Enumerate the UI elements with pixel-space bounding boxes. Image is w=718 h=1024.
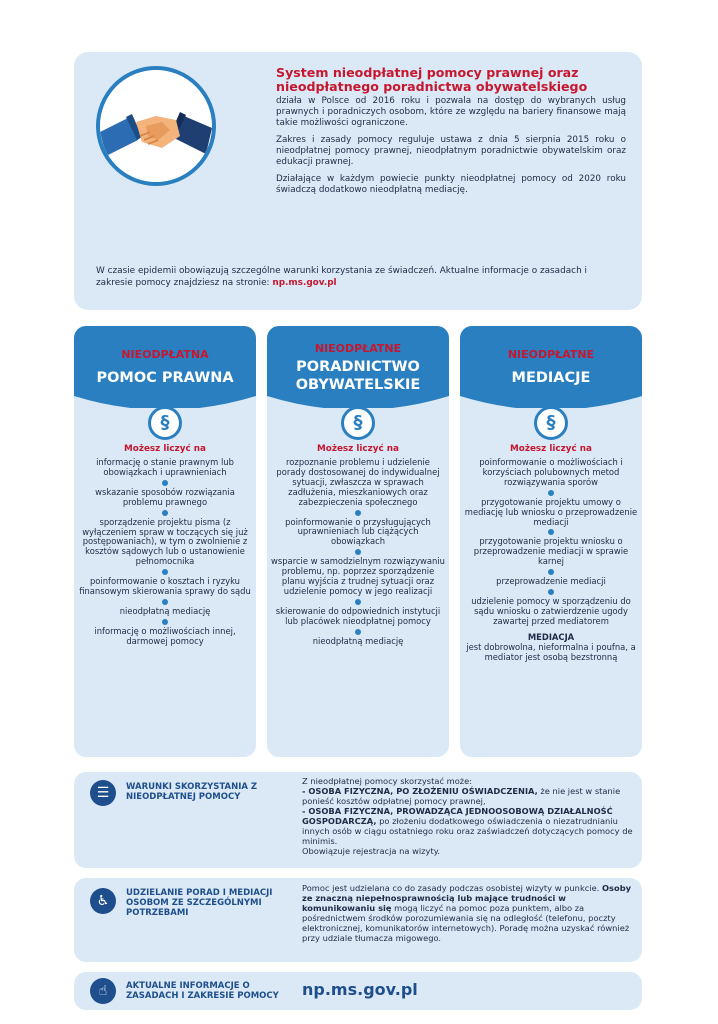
column-mediation: [460, 326, 642, 757]
column-small-title: NIEODPŁATNE: [314, 342, 402, 355]
intro-title: System nieodpłatnej pomocy prawnej oraz: [276, 65, 579, 80]
bullet-icon: [162, 599, 168, 605]
conditions-label: WARUNKI SKORZYSTANIA Z NIEODPŁATNEJ POMOCY: [126, 782, 258, 802]
list-item: informację o stanie prawnym lub obowiązkach i uprawnieniach: [96, 457, 234, 477]
intro-paragraph-1: działa w Polsce od 2016 roku i pozwala na dostęp do wybranych usług prawnych i poradniczych osobom, które ze względu na bariery finansowe mają takie możliwości ograniczone.: [276, 96, 626, 128]
list-item: poinformowanie o kosztach i ryzyku finansowym skierowania sprawy do sądu: [79, 576, 251, 597]
conditions-panel: [74, 772, 642, 868]
list-item: rozpoznanie problemu i udzielenie porady dostosowanej do indywidualnej sytuacji, zwłaszcza w sprawach zadłużenia, mieszkaniowych oraz zabezpieczenia społecznego: [276, 457, 440, 507]
column-small-title: NIEODPŁATNA: [121, 348, 209, 361]
list-item: wskazanie sposobów rozwiązania problemu prawnego: [95, 486, 235, 507]
bullet-icon: [548, 490, 554, 496]
epidemic-notice: [96, 266, 626, 289]
column-civic-advice: [267, 326, 449, 757]
column-big-title: POMOC PRAWNA: [96, 370, 234, 386]
handshake-icon: [96, 66, 216, 186]
intro-panel: [74, 52, 642, 310]
list-item: przygotowanie projektu wniosku o przeprowadzenie mediacji w sprawie karnej: [473, 536, 629, 567]
list-item: nieodpłatną mediację: [119, 605, 211, 616]
special-text-2: mogą liczyć na pomoc poza punktem, albo za pośrednictwem środków porozumiewania się na odległość (telefonu, poczty elektronicznej, komunikatorów internetowych). Poradę można uzyskać również przy udziale tłumacza migowego.: [302, 903, 630, 943]
column-items: [78, 458, 252, 647]
bullet-icon: [162, 569, 168, 575]
column-subheading: Możesz liczyć na: [124, 444, 206, 454]
conditions-bold-2: - OSOBA FIZYCZNA, PROWADZĄCA JEDNOOSOBOWĄ DZIAŁALNOŚĆ GOSPODARCZĄ,: [302, 806, 613, 826]
bullet-icon: [548, 569, 554, 575]
bullet-icon: [162, 510, 168, 516]
special-text-1: Pomoc jest udzielana co do zasady podczas osobistej wizyty w punkcie.: [302, 883, 600, 893]
special-needs-label: UDZIELANIE PORAD I MEDIACJI OSOBOM ZE SZCZEGÓLNYMI POTRZEBAMI: [126, 888, 273, 918]
bullet-icon: [548, 529, 554, 535]
column-big-title-line2: OBYWATELSKIE: [295, 377, 421, 393]
column-subheading: Możesz liczyć na: [317, 444, 399, 454]
mediation-note-title: MEDIACJA: [527, 631, 575, 642]
list-icon: ☰: [90, 780, 116, 806]
intro-paragraph-2: Zakres i zasady pomocy reguluje ustawa z dnia 5 sierpnia 2015 roku o nieodpłatnej pomocy prawnej, nieodpłatnym poradnictwie obywatelskim oraz edukacji prawnej.: [276, 135, 626, 167]
wheelchair-icon: ♿: [90, 888, 116, 914]
column-subheading: Możesz liczyć na: [510, 444, 592, 454]
list-item: sporządzenie projektu pisma (z wyłączeniem spraw w toczących się już postępowaniach), w tym o zwolnienie z kosztów sądowych lub o ustanowienie pełnomocnika: [82, 516, 248, 567]
special-needs-panel: [74, 878, 642, 962]
list-item: przygotowanie projektu umowy o mediację lub wniosku o przeprowadzenie mediacji: [464, 496, 638, 527]
mediation-note: [464, 633, 638, 663]
special-needs-text: [302, 883, 634, 943]
conditions-text-3: Obowiązuje rejestracja na wizyty.: [302, 846, 441, 856]
paragraph-icon: §: [148, 406, 182, 440]
bullet-icon: [162, 619, 168, 625]
bullet-icon: [355, 549, 361, 555]
list-item: wsparcie w samodzielnym rozwiązywaniu problemu, np. poprzez sporządzenie planu wyjścia z trudnej sytuacji oraz udzielenie pomocy w jego realizacji: [271, 556, 445, 596]
column-legal-aid: [74, 326, 256, 757]
paragraph-icon: §: [534, 406, 568, 440]
list-item: udzielenie pomocy w sporządzeniu do sądu wniosku o zatwierdzenie ugody zawartej przed mediatorem: [471, 596, 631, 626]
bullet-icon: [355, 629, 361, 635]
column-items: [271, 458, 445, 647]
conditions-text-2: po złożeniu dodatkowego oświadczenia o niezatrudnianiu innych osób w ciągu ostatniego roku oraz zaświadczeń dotyczących pomocy de minimis.: [302, 816, 633, 846]
special-bold-1: Osoby ze znaczną niepełnosprawnością lub mające trudności w komunikowaniu się: [302, 883, 632, 913]
list-item: przeprowadzenie mediacji: [496, 576, 606, 587]
list-item: poinformowanie o przysługujących uprawnieniach lub ciążących obowiązkach: [285, 516, 431, 547]
epidemic-text: W czasie epidemii obowiązują szczególne warunki korzystania ze świadczeń. Aktualne informacje o zasadach i zakresie pomocy znajdziesz na stronie:: [96, 266, 587, 288]
column-big-title: MEDIACJE: [511, 370, 591, 386]
column-header: [460, 326, 642, 408]
bullet-icon: [548, 589, 554, 595]
bullet-icon: [355, 599, 361, 605]
info-panel: [74, 972, 642, 1010]
epidemic-link[interactable]: np.ms.gov.pl: [272, 277, 337, 288]
pointer-icon: ☝: [90, 978, 116, 1004]
paragraph-icon: §: [341, 406, 375, 440]
list-item: skierowanie do odpowiednich instytucji lub placówek nieodpłatnej pomocy: [275, 605, 441, 626]
conditions-text: [302, 776, 634, 856]
column-header: [267, 326, 449, 408]
mediation-note-text: jest dobrowolna, nieformalna i poufna, a mediator jest osobą bezstronną: [466, 641, 636, 662]
conditions-text-1: że nie jest w stanie ponieść kosztów odpłatnej pomocy prawnej,: [302, 786, 621, 806]
column-big-title: PORADNICTWO: [296, 359, 420, 375]
intro-title-line2: nieodpłatnego poradnictwa obywatelskiego: [276, 79, 588, 94]
info-url[interactable]: np.ms.gov.pl: [302, 980, 418, 999]
list-item: nieodpłatną mediację: [312, 635, 404, 646]
list-item: informację o możliwościach innej, darmowej pomocy: [94, 625, 236, 646]
conditions-bold-1: - OSOBA FIZYCZNA, PO ZŁOŻENIU OŚWIADCZENIA,: [302, 786, 538, 796]
column-header: [74, 326, 256, 408]
intro-text: [276, 66, 626, 200]
intro-paragraph-3: Działające w każdym powiecie punkty nieodpłatnej pomocy od 2020 roku świadczą dodatkowo nieodpłatną mediację.: [276, 174, 626, 195]
list-item: poinformowanie o możliwościach i korzyściach polubownych metod rozwiązywania sporów: [479, 457, 623, 487]
column-small-title: NIEODPŁATNE: [507, 348, 595, 361]
bullet-icon: [162, 480, 168, 486]
conditions-intro: Z nieodpłatnej pomocy skorzystać może:: [302, 776, 473, 786]
info-label: AKTUALNE INFORMACJE O ZASADACH I ZAKRESIE POMOCY: [126, 981, 279, 1001]
column-items: [464, 458, 638, 663]
bullet-icon: [355, 510, 361, 516]
